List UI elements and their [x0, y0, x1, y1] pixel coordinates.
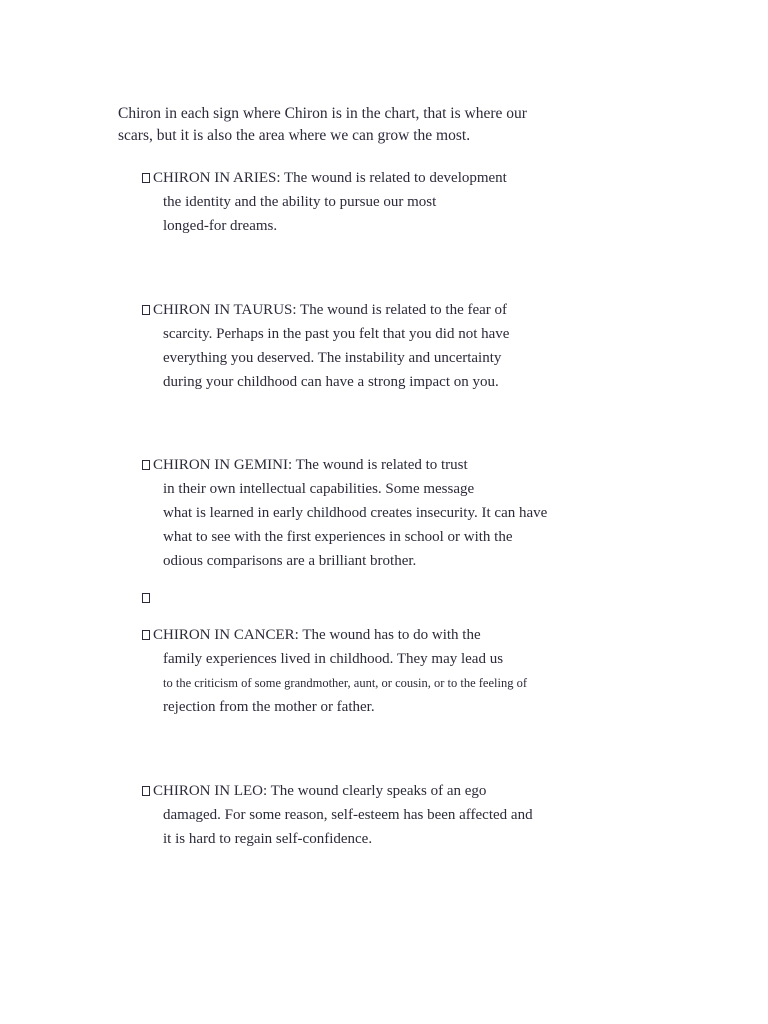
- intro-line-2: scars, but it is also the area where we can grow the most.: [118, 127, 471, 144]
- entry-text: The wound is related to development: [280, 170, 507, 186]
- entry-heading: CHIRON IN TAURUS:: [153, 302, 297, 318]
- entry-text: The wound has to do with the: [298, 627, 481, 643]
- entry-line: everything you deserved. The instability and uncertainty: [163, 350, 502, 366]
- bullet-icon: [142, 173, 150, 183]
- entry-text: The wound is related to the fear of: [296, 302, 508, 318]
- entry-line: it is hard to regain self-confidence.: [163, 831, 373, 847]
- entry-line: rejection from the mother or father.: [163, 699, 375, 715]
- intro-line-1: Chiron in each sign where Chiron is in the chart, that is where our: [118, 105, 527, 122]
- entry-line: longed-for dreams.: [163, 218, 278, 234]
- entry-gemini: [142, 453, 702, 573]
- intro-paragraph: [118, 103, 678, 147]
- entry-line: during your childhood can have a strong impact on you.: [163, 374, 499, 390]
- entry-line: odious comparisons are a brilliant brother.: [163, 553, 417, 569]
- entry-line: what to see with the first experiences in school or with the: [163, 529, 513, 545]
- entry-heading: CHIRON IN LEO:: [153, 783, 268, 799]
- entry-text: The wound clearly speaks of an ego: [267, 783, 487, 799]
- entry-heading: CHIRON IN CANCER:: [153, 627, 299, 643]
- bullet-icon: [142, 460, 150, 470]
- entry-line: damaged. For some reason, self-esteem has been affected and: [163, 807, 533, 823]
- entry-heading: CHIRON IN ARIES:: [153, 170, 281, 186]
- entry-taurus: [142, 298, 702, 394]
- bullet-icon: [142, 305, 150, 315]
- bullet-icon: [142, 786, 150, 796]
- empty-bullet-icon: [142, 593, 150, 603]
- entry-line: in their own intellectual capabilities. Some message: [163, 481, 475, 497]
- entry-aries: [142, 166, 702, 238]
- bullet-icon: [142, 630, 150, 640]
- entry-line: scarcity. Perhaps in the past you felt that you did not have: [163, 326, 510, 342]
- entry-line: family experiences lived in childhood. They may lead us: [163, 651, 504, 667]
- entry-leo: [142, 779, 702, 851]
- entry-cancer: [142, 623, 702, 719]
- entry-line: what is learned in early childhood creates insecurity. It can have: [163, 505, 548, 521]
- entry-line: to the criticism of some grandmother, aunt, or cousin, or to the feeling of: [163, 676, 527, 690]
- entry-line: the identity and the ability to pursue our most: [163, 194, 437, 210]
- entry-heading: CHIRON IN GEMINI:: [153, 457, 293, 473]
- entry-text: The wound is related to trust: [292, 457, 468, 473]
